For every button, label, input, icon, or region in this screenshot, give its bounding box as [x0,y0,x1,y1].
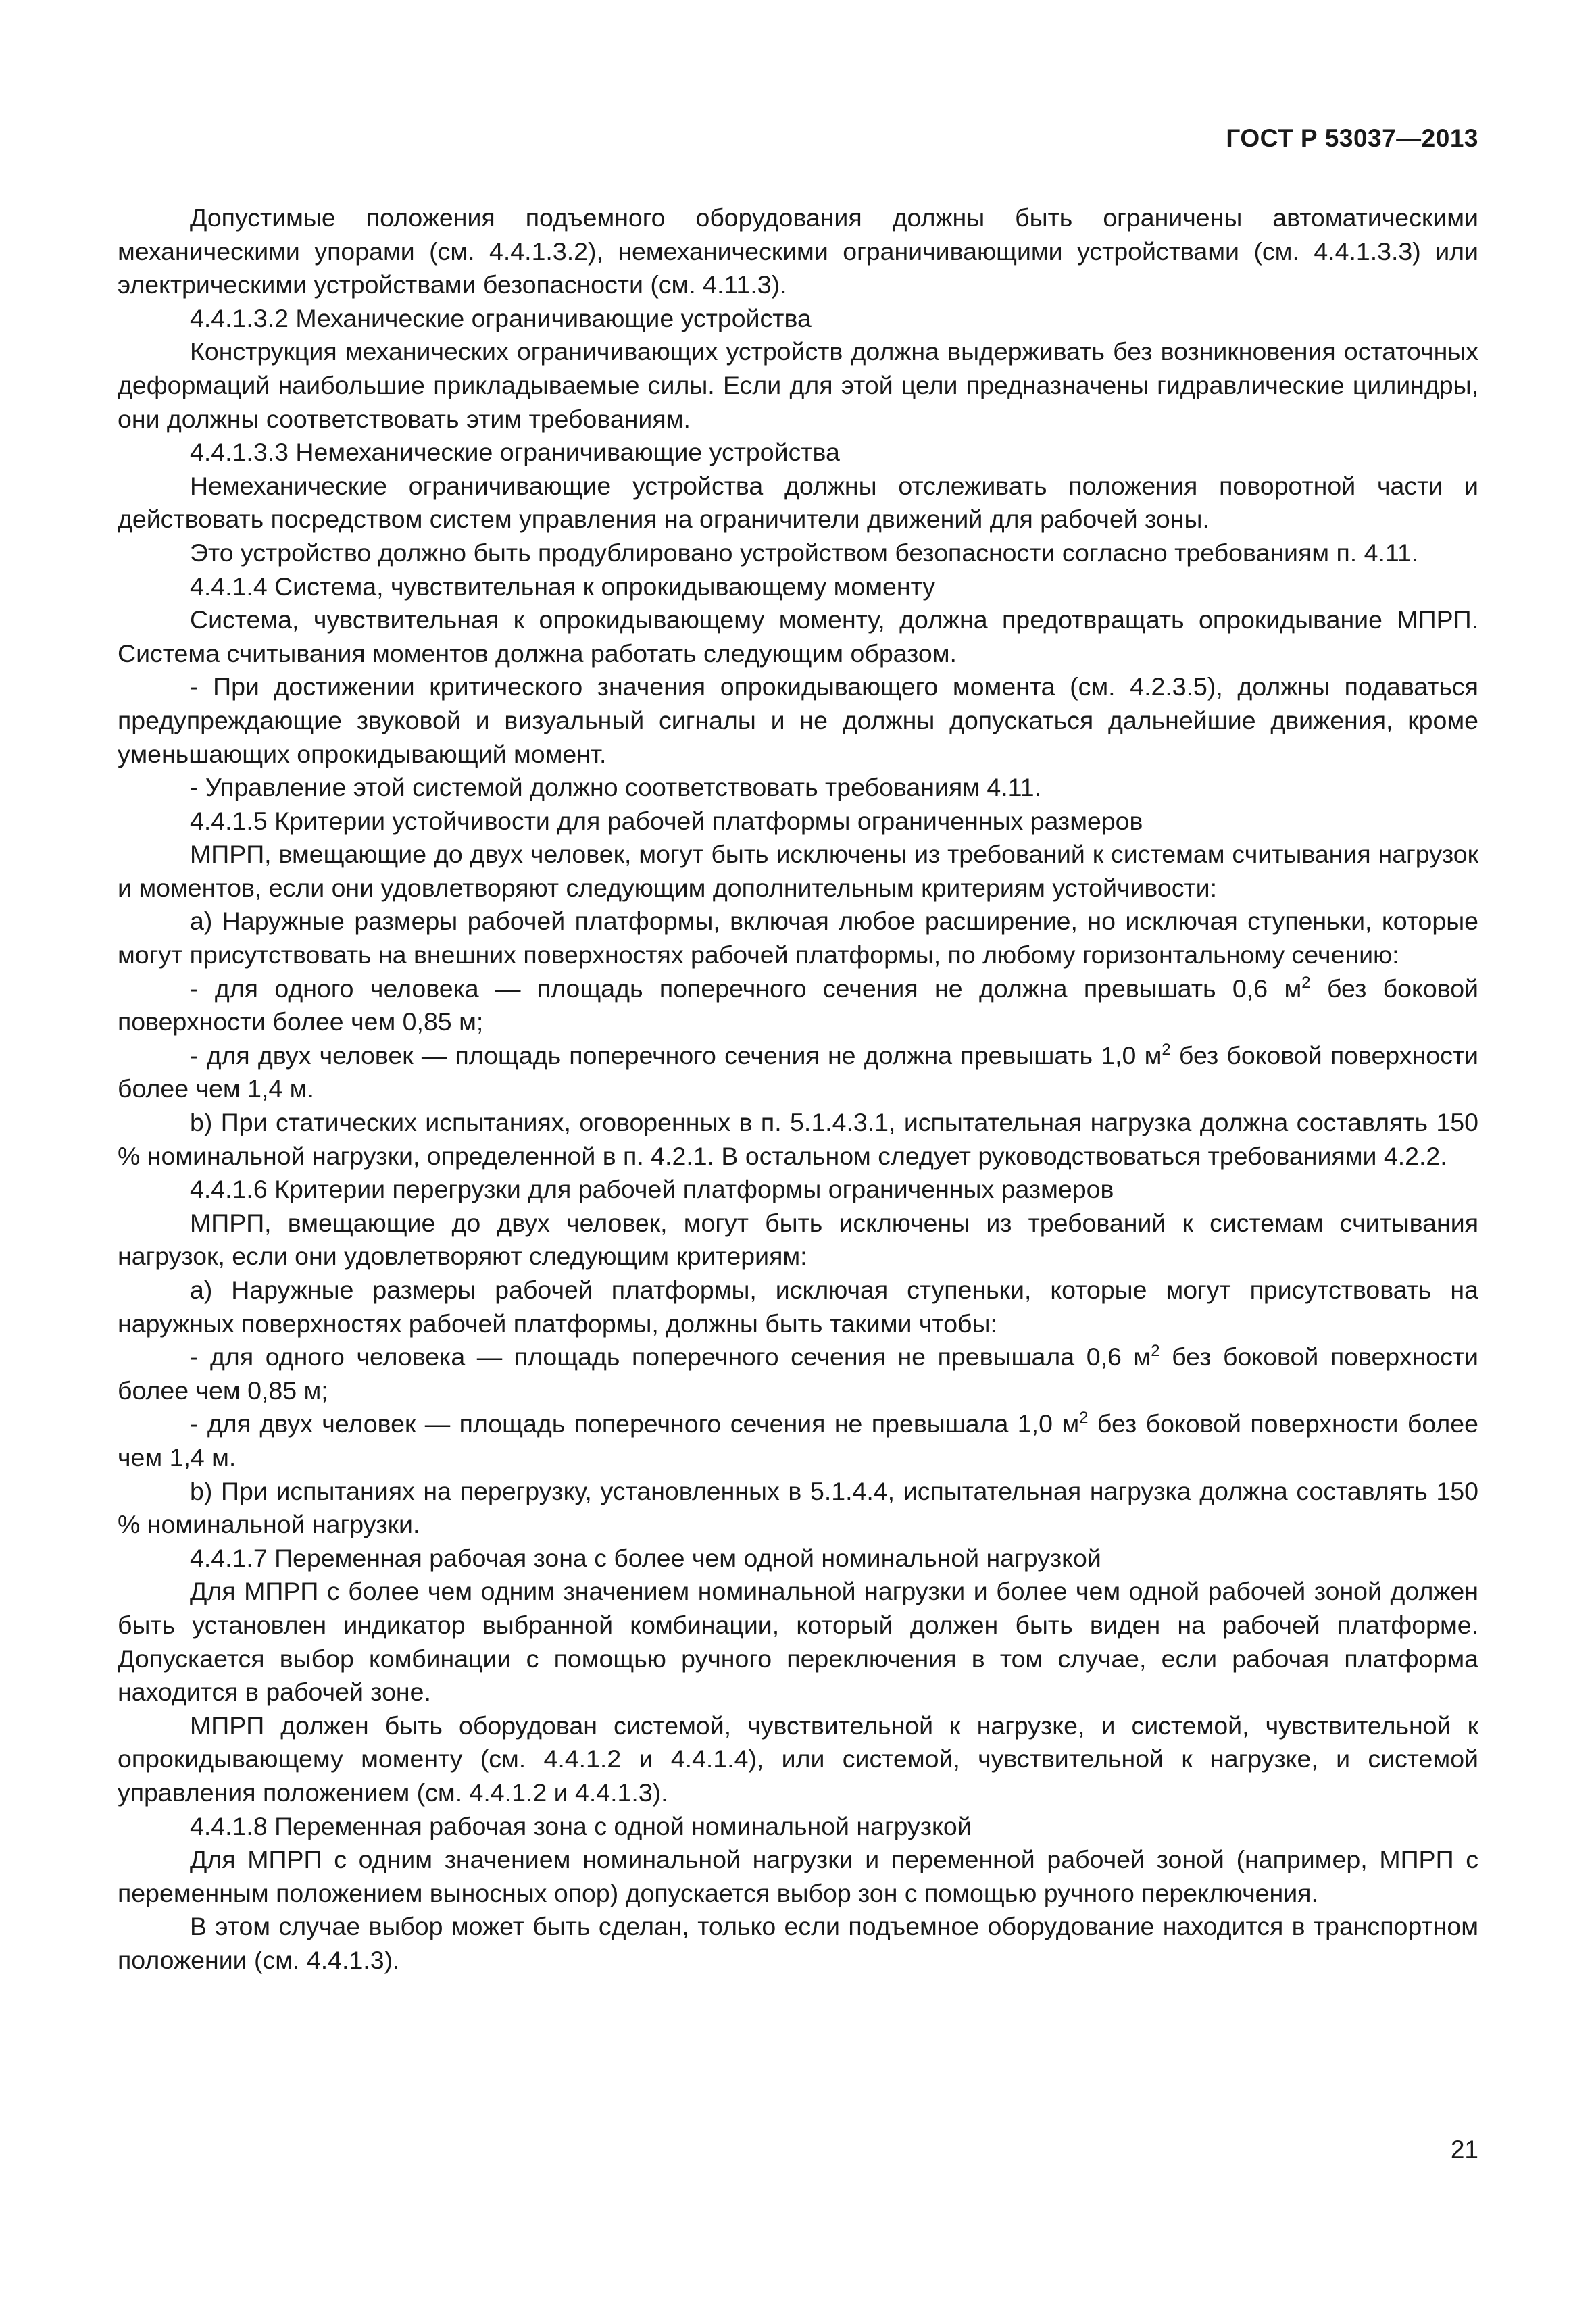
list-item: а) Наружные размеры рабочей платформы, исключая ступеньки, которые могут присутствовать на наружных поверхностях рабочей платформы, должны быть такими чтобы: [118,1276,1478,1338]
standard-header: ГОСТ Р 53037—2013 [1226,124,1478,152]
list-item: - При достижении критического значения опрокидывающего момента (см. 4.2.3.5), должны подаваться предупреждающие звуковой и визуальный сигналы и не должны допускаться дальнейшие движения, кроме уменьшающих опрокидывающий момент. [118,672,1478,768]
paragraph: МПРП, вмещающие до двух человек, могут быть исключены из требований к системам считывания нагрузок, если они удовлетворяют следующим критериям: [118,1208,1478,1271]
list-item: а) Наружные размеры рабочей платформы, включая любое расширение, но исключая ступеньки, которые могут присутствовать на внешних поверхностях рабочей платформы, по любому горизонтальному сечению: [118,907,1478,970]
paragraph: Конструкция механических ограничивающих устройств должна выдерживать без возникновения остаточных деформаций наибольшие прикладываемые силы. Если для этой цели предназначены гидравлические цилиндры, они должны соответствовать этим требованиям. [118,337,1478,433]
superscript: 2 [1301,973,1311,992]
list-item [118,1340,1478,1407]
list-item: - Управление этой системой должно соответствовать требованиям 4.11. [190,773,1041,802]
superscript: 2 [1151,1342,1160,1361]
list-item: b) При статических испытаниях, оговоренных в п. 5.1.4.3.1, испытательная нагрузка должна составлять 150 % номинальной нагрузки, определенной в п. 4.2.1. В остальном следует руководствоваться требованиями 4.2.2. [118,1108,1478,1170]
section-heading: 4.4.1.6 Критерии перегрузки для рабочей платформы ограниченных размеров [190,1175,1114,1204]
text-run: без боковой поверхности более чем 0,85 м; [118,1342,1478,1405]
paragraph: МПРП, вмещающие до двух человек, могут быть исключены из требований к системам считывания нагрузок и моментов, если они удовлетворяют следующим дополнительным критериям устойчивости: [118,840,1478,902]
text-run: - для одного человека — площадь поперечного сечения не превышала 0,6 м [190,1342,1151,1372]
section-heading: 4.4.1.3.2 Механические ограничивающие устройства [190,303,812,332]
paragraph: Это устройство должно быть продублировано устройством безопасности согласно требованиям п. 4.11. [190,538,1419,567]
list-item [118,1407,1478,1474]
list-item: b) При испытаниях на перегрузку, установленных в 5.1.4.4, испытательная нагрузка должна составлять 150 % номинальной нагрузки. [118,1476,1478,1539]
document-body [118,201,1478,1977]
paragraph: Система, чувствительная к опрокидывающему моменту, должна предотвращать опрокидывание МПРП. Система считывания моментов должна работать следующим образом. [118,605,1478,668]
page-number: 21 [1450,2136,1478,2163]
superscript: 2 [1162,1040,1171,1059]
text-run: без боковой поверхности более чем 1,4 м. [118,1409,1478,1472]
section-heading: 4.4.1.8 Переменная рабочая зона с одной номинальной нагрузкой [190,1811,972,1840]
text-run: без боковой поверхности более чем 1,4 м. [118,1040,1478,1103]
section-heading: 4.4.1.7 Переменная рабочая зона с более чем одной номинальной нагрузкой [190,1543,1101,1572]
text-run: - для одного человека — площадь поперечного сечения не должна превышать 0,6 м [190,974,1302,1003]
text-run: - для двух человек — площадь поперечного сечения не должна превышать 1,0 м [190,1040,1162,1070]
paragraph: Для МПРП с более чем одним значением номинальной нагрузки и более чем одной рабочей зоной должен быть установлен индикатор выбранной комбинации, который должен быть виден на рабочей платформе. Допускается выбор комбинации с помощью ручного переключения в том случае, если рабочая платформа находится в рабочей зоне. [118,1577,1478,1707]
section-heading: 4.4.1.5 Критерии устойчивости для рабочей платформы ограниченных размеров [190,806,1143,835]
paragraph: Для МПРП с одним значением номинальной нагрузки и переменной рабочей зоной (например, МПРП с переменным положением выносных опор) допускается выбор зон с помощью ручного переключения. [118,1845,1478,1907]
paragraph: В этом случае выбор может быть сделан, только если подъемное оборудование находится в транспортном положении (см. 4.4.1.3). [118,1912,1478,1974]
paragraph: Допустимые положения подъемного оборудования должны быть ограничены автоматическими механическими упорами (см. 4.4.1.3.2), немеханическими ограничивающими устройствами (см. 4.4.1.3.3) или электрическими устройствами безопасности (см. 4.11.3). [118,203,1478,299]
paragraph: МПРП должен быть оборудован системой, чувствительной к нагрузке, и системой, чувствительной к опрокидывающему моменту (см. 4.4.1.2 и 4.4.1.4), или системой, чувствительной к нагрузке, и системой управления положением (см. 4.4.1.2 и 4.4.1.3). [118,1711,1478,1807]
list-item [118,1039,1478,1106]
text-run: без боковой поверхности более чем 0,85 м; [118,974,1478,1036]
text-run: - для двух человек — площадь поперечного сечения не превышала 1,0 м [190,1409,1080,1438]
section-heading: 4.4.1.4 Система, чувствительная к опрокидывающему моменту [190,572,935,601]
section-heading: 4.4.1.3.3 Немеханические ограничивающие устройства [190,438,840,467]
paragraph: Немеханические ограничивающие устройства должны отслеживать положения поворотной части и действовать посредством систем управления на ограничители движений для рабочей зоны. [118,471,1478,534]
superscript: 2 [1079,1409,1089,1428]
list-item [118,972,1478,1039]
